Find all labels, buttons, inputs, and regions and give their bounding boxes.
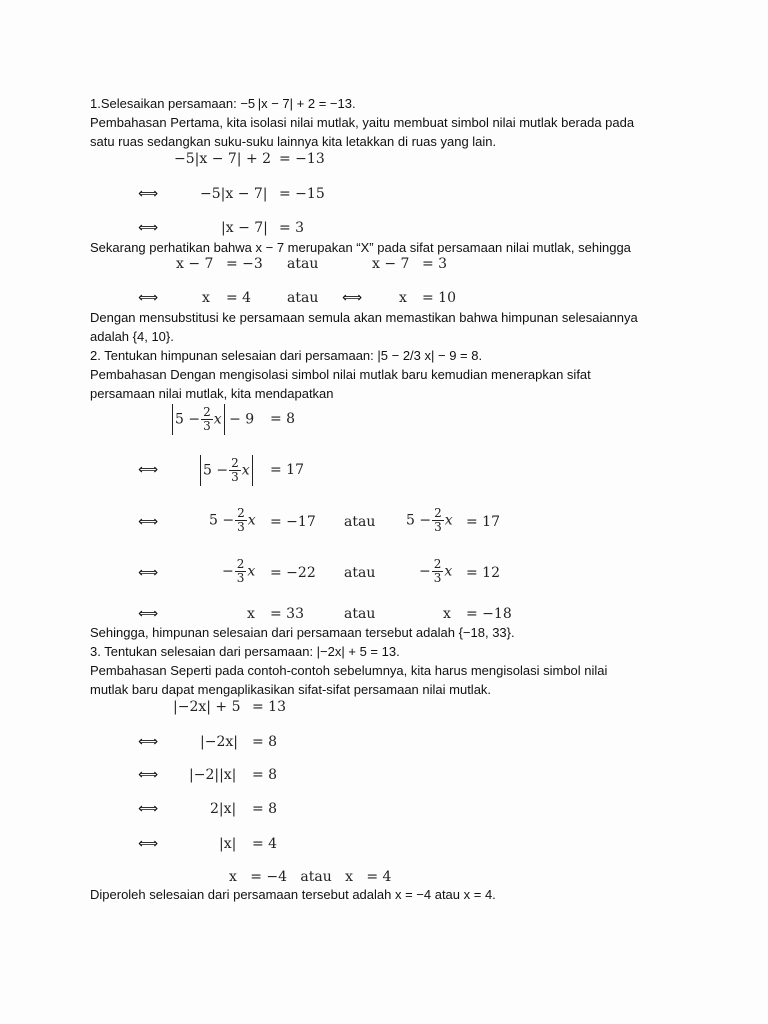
problem-1-desc: satu ruas sedangkan suku-suku lainnya kita letakkan di ruas yang lain. [90,134,497,149]
eq-right: = 10 [422,290,456,306]
eq-left: |−2x| + 5 [173,699,241,715]
eq-right: = 3 [279,220,305,236]
atau-text: atau [344,514,376,530]
eq-left: 2|x| [210,801,237,817]
eq-right: = 4 [252,836,278,852]
eq-right: = −22 [270,565,316,581]
iff-symbol: ⟺ [138,220,159,236]
eq-right: = −15 [279,186,325,202]
eq-right: = 8 [270,411,296,427]
eq-left: 5 − $\frac{2}{3}$ x [209,506,256,534]
eq-left: x − 7 [372,256,410,272]
conclusion-text: Dengan mensubstitusi ke persamaan semula akan memastikan bahwa himpunan selesaiannya [90,310,638,325]
atau-text: atau [344,606,376,622]
iff-symbol: ⟺ [138,734,159,750]
iff-symbol: ⟺ [138,606,159,622]
problem-1-heading: 1.Selesaikan persamaan: −5 |x − 7| + 2 = −13. [90,96,356,111]
eq-right: = 3 [422,256,448,272]
eq-left: |x − 7| [221,220,268,236]
eq-right: = −17 [270,514,316,530]
iff-symbol: ⟺ [342,290,363,306]
eq-left: −5|x − 7| + 2 [174,151,272,167]
iff-symbol: ⟺ [138,514,159,530]
atau-text: atau [287,290,319,306]
eq-right: = 17 [466,514,500,530]
problem-3-desc: mutlak baru dapat mengaplikasikan sifat-sifat persamaan nilai mutlak. [90,682,492,697]
eq-left: x [399,290,407,306]
iff-symbol: ⟺ [138,462,159,478]
note-text: Sekarang perhatikan bahwa x − 7 merupakan “X” pada sifat persamaan nilai mutlak, sehingga [90,240,631,255]
eq-left: x [202,290,210,306]
eq-right: = 17 [270,462,304,478]
iff-symbol: ⟺ [138,565,159,581]
eq-left: − $\frac{2}{3}$ x [222,557,256,585]
problem-1-desc: Pembahasan Pertama, kita isolasi nilai mutlak, yaitu membuat simbol nilai mutlak berada pada [90,115,635,130]
eq-left: −5|x − 7| [200,186,268,202]
problem-2-heading: 2. Tentukan himpunan selesaian dari persamaan: |5 − 2/3 x| − 9 = 8. [90,348,483,363]
eq-right: = 8 [252,767,278,783]
atau-text: atau [344,565,376,581]
eq-left: 5 − $\frac{2}{3}$ x [200,455,253,486]
iff-symbol: ⟺ [138,290,159,306]
conclusion-text: Sehingga, himpunan selesaian dari persamaan tersebut adalah {−18, 33}. [90,625,515,640]
iff-symbol: ⟺ [138,836,159,852]
eq-right: = 33 [270,606,304,622]
iff-symbol: ⟺ [138,186,159,202]
eq-left: x − 7 [176,256,214,272]
iff-symbol: ⟺ [138,767,159,783]
iff-symbol: ⟺ [138,801,159,817]
eq-left: |x| [219,836,237,852]
eq-left: |−2||x| [189,767,237,783]
eq-left: 5 − $\frac{2}{3}$ x [406,506,453,534]
eq-right: = 8 [252,801,278,817]
problem-2-desc: Pembahasan Dengan mengisolasi simbol nilai mutlak baru kemudian menerapkan sifat [90,367,591,382]
eq-left: |−2x| [200,734,238,750]
eq-left: x [247,606,255,622]
eq-right: = 4 [226,290,252,306]
eq-right: = −13 [279,151,325,167]
conclusion-text: adalah {4, 10}. [90,329,174,344]
problem-2-desc: persamaan nilai mutlak, kita mendapatkan [90,386,334,401]
atau-text: atau [287,256,319,272]
eq-left: − $\frac{2}{3}$ x [419,557,453,585]
conclusion-text: Diperoleh selesaian dari persamaan tersebut adalah x = −4 atau x = 4. [90,887,496,902]
eq-right: = 12 [466,565,500,581]
problem-3-desc: Pembahasan Seperti pada contoh-contoh sebelumnya, kita harus mengisolasi simbol nilai [90,663,608,678]
eq-right: = −3 [226,256,263,272]
eq-left: 5 − $\frac{2}{3}$ x − 9 [172,404,254,435]
final-solution: x = −4 atau x = 4 [229,869,392,885]
eq-right: = 8 [252,734,278,750]
eq-right: = 13 [252,699,286,715]
eq-right: = −18 [466,606,512,622]
problem-3-heading: 3. Tentukan selesaian dari persamaan: |−2x| + 5 = 13. [90,644,400,659]
eq-left: x [443,606,451,622]
